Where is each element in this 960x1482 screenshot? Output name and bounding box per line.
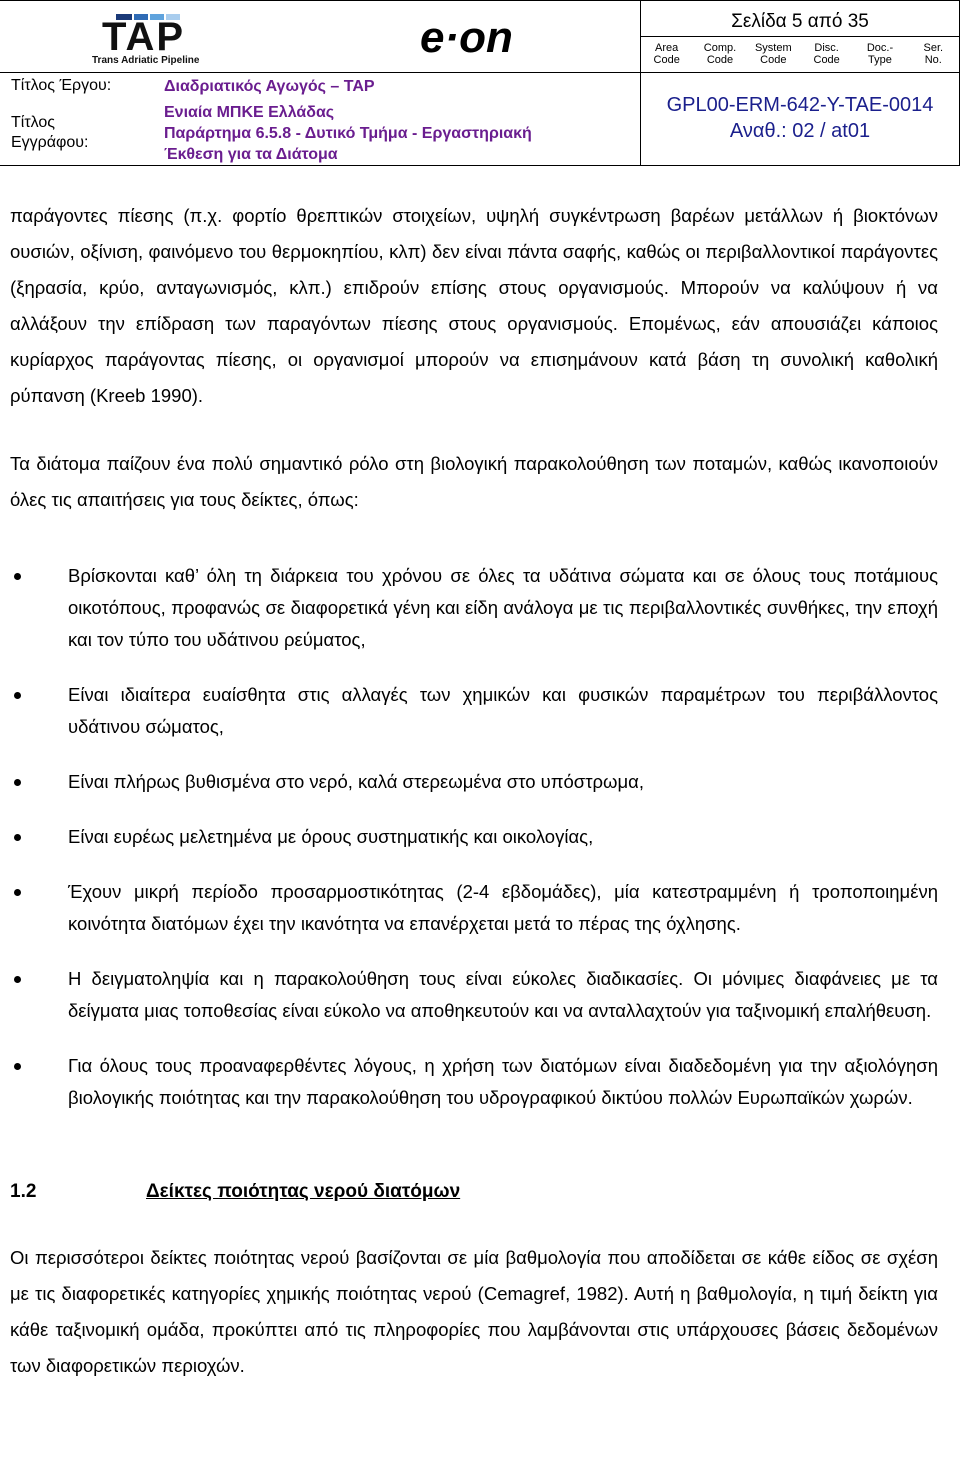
list-item: Έχουν μικρή περίοδο προσαρμοστικότητας (2-4 εβδομάδες), μία κατεστραμμένη ή τροποποιημένη κοινότητα διατόμων έχει την ικανότητα να επανέρχεται μετά το πέρας της όχλησης.	[10, 876, 938, 940]
code-fields	[640, 38, 960, 70]
eon-logo	[418, 12, 540, 62]
code-field-comp: Comp. Code	[703, 42, 737, 66]
document-title-label-2: Εγγράφου:	[11, 134, 89, 151]
list-item: Είναι ιδιαίτερα ευαίσθητα στις αλλαγές των χημικών και φυσικών παραμέτρων του περιβάλλοντος υδάτινου σώματος,	[10, 679, 938, 743]
page-number: Σελίδα 5 από 35	[731, 11, 869, 32]
header-border-top	[0, 0, 960, 1]
tap-logo	[72, 10, 257, 66]
document-title-label-1: Τίτλος	[11, 114, 56, 131]
bullet-list	[10, 560, 938, 1114]
document-title-value-1: Ενιαία ΜΠΚΕ Ελλάδας	[164, 104, 335, 121]
tap-logo-text: TAP	[102, 15, 186, 59]
document-title-value-3: Έκθεση για τα Διάτομα	[164, 146, 338, 163]
header-divider	[0, 72, 960, 73]
paragraph-3: Οι περισσότεροι δείκτες ποιότητας νερού βασίζονται σε μία βαθμολογία που αποδίδεται σε κάθε είδος σε σχέση με τις διαφορετικές κατηγορίες χημικής ποιότητας νερού (Cemagref, 1982). Αυτή η βαθμολογία, η τιμή δείκτη για κάθε ταξινομική ομάδα, προκύπτει από τις πληροφορίες που λαμβάνονται στις υπάρχουσες βάσεις δεδομένων των διαφορετικών περιοχών.	[10, 1247, 938, 1376]
list-item: Η δειγματοληψία και η παρακολούθηση τους είναι εύκολες διαδικασίες. Οι μόνιμες διαφάνειες με τα δείγματα μιας τοποθεσίας είναι εύκολο να αποθηκευτούν και να ανταλλαχτούν για ταξινομική επαλήθευση.	[10, 963, 938, 1027]
bullet-icon	[14, 779, 21, 786]
eon-logo-text: e·on	[420, 13, 513, 62]
bullet-icon	[14, 889, 21, 896]
document-body	[10, 198, 938, 1384]
header-page-divider	[640, 36, 960, 37]
document-number: GPL00-ERM-642-Y-TAE-0014	[666, 94, 934, 116]
bullet-icon	[14, 834, 21, 841]
document-header	[0, 0, 960, 166]
bullet-icon	[14, 976, 21, 983]
section-number: 1.2	[10, 1181, 37, 1202]
code-field-disc: Disc. Code	[813, 42, 840, 66]
code-field-area: Area Code	[653, 42, 680, 66]
code-field-system: System Code	[754, 42, 792, 66]
code-field-ser-no: Ser. No.	[923, 42, 944, 66]
section-heading	[10, 1178, 938, 1206]
paragraph-2: Τα διάτομα παίζουν ένα πολύ σημαντικό ρόλο στη βιολογική παρακολούθηση των ποταμών, καθώς ικανοποιούν όλες τις απαιτήσεις για τους δείκτες, όπως:	[10, 453, 938, 510]
paragraph-1: παράγοντες πίεσης (π.χ. φορτίο θρεπτικών στοιχείων, υψηλή συγκέντρωση βαρέων μετάλλων ή βιοκτόνων ουσιών, οξίνιση, φαινόμενο του θερμοκηπίου, κλπ) δεν είναι πάντα σαφής, καθώς οι περιβαλλοντικοί παράγοντες (ξηρασία, κρύο, ανταγωνισμός, κλπ.) επιδρούν επίσης στους οργανισμούς. Μπορούν να καλύψουν ή να αλλάξουν την επίδραση των παραγόντων πίεσης στους οργανισμούς. Επομένως, εάν απουσιάζει κάποιος κυρίαρχος παράγοντας πίεσης, οι οργανισμοί μπορούν να επισημάνουν κατά βάση τη συνολική καθολική ρύπανση (Kreeb 1990).	[10, 205, 938, 406]
document-title-value-2: Παράρτημα 6.5.8 - Δυτικό Τμήμα - Εργαστηριακή	[164, 125, 532, 142]
header-border-bottom	[0, 165, 960, 166]
bullet-icon	[14, 692, 21, 699]
code-field-doc-type: Doc.- Type	[866, 42, 894, 66]
project-title-label: Τίτλος Έργου:	[11, 77, 112, 94]
revision: Αναθ.: 02 / at01	[729, 120, 871, 142]
list-item: Είναι ευρέως μελετημένα με όρους συστηματικής και οικολογίας,	[10, 821, 938, 853]
list-item: Βρίσκονται καθ’ όλη τη διάρκεια του χρόνου σε όλες τα υδάτινα σώματα και σε όλους τους ποτάμιους οικοτόπους, προφανώς σε διαφορετικά γένη και είδη ανάλογα με τις περιβαλλοντικές συνθήκες, την εποχή και τον τύπο του υδάτινου ρεύματος,	[10, 560, 938, 656]
list-item: Για όλους τους προαναφερθέντες λόγους, η χρήση των διατόμων είναι διαδεδομένη για την αξιολόγηση βιολογικής ποιότητας και την παρακολούθηση του υδρογραφικού δικτύου πολλών Ευρωπαϊκών χωρών.	[10, 1050, 938, 1114]
project-title-value: Διαδριατικός Αγωγός – TAP	[164, 78, 375, 95]
section-title: Δείκτες ποιότητας νερού διατόμων	[146, 1181, 461, 1202]
list-item: Είναι πλήρως βυθισμένα στο νερό, καλά στερεωμένα στο υπόστρωμα,	[10, 766, 938, 798]
bullet-icon	[14, 1063, 21, 1070]
tap-logo-subtitle: Trans Adriatic Pipeline	[92, 55, 200, 66]
bullet-icon	[14, 573, 21, 580]
